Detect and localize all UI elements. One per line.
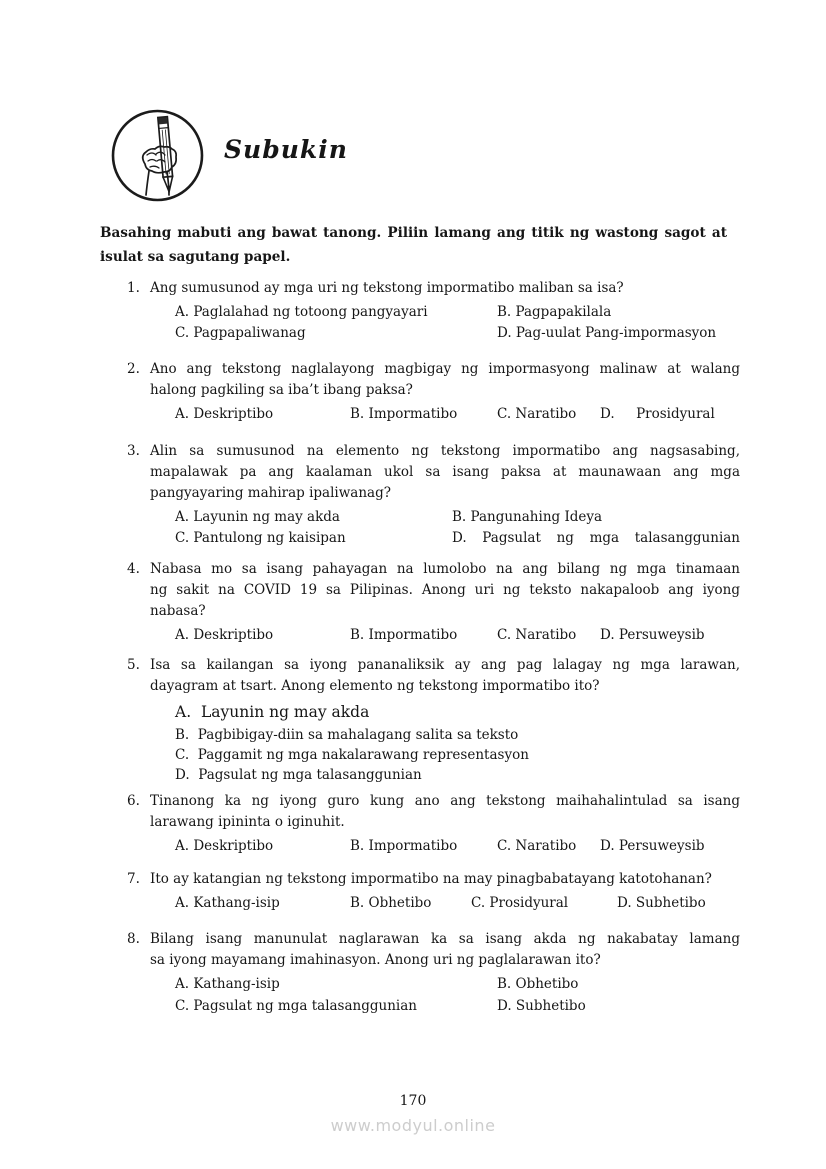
option-a: A. Deskriptibo: [175, 406, 274, 422]
question-3: [127, 441, 740, 549]
option-b: B. Impormatibo: [350, 406, 458, 422]
instructions-line: isulat sa sagutang papel.: [100, 249, 291, 265]
option-a: A. Deskriptibo: [175, 627, 274, 643]
question-number: 3.: [127, 443, 140, 459]
question-1: [127, 278, 740, 344]
hand-pencil-icon: [110, 108, 205, 203]
option-b: B. Obhetibo: [497, 976, 579, 992]
question-text: Tinanong ka ng iyong guro kung ano ang tekstong maihahalintulad sa isang: [150, 793, 740, 809]
option-c: C. Naratibo: [497, 406, 577, 422]
option-d: D. Pagsulat ng mga talasanggunian: [175, 767, 422, 783]
option-b: B. Pagbibigay-diin sa mahalagang salita sa teksto: [175, 727, 519, 743]
option-a: A. Kathang-isip: [175, 895, 280, 911]
option-d: D. Pagsulat ng mga talasanggunian: [452, 530, 740, 546]
question-text: dayagram at tsart. Anong elemento ng tekstong impormatibo ito?: [150, 678, 600, 694]
question-number: 2.: [127, 361, 140, 377]
question-number: 8.: [127, 931, 140, 947]
question-number: 7.: [127, 871, 140, 887]
question-text: pangyayaring mahirap ipaliwanag?: [150, 485, 391, 501]
question-text: nabasa?: [150, 603, 206, 619]
question-text: Ito ay katangian ng tekstong impormatibo na may pinagbabatayang katotohanan?: [150, 871, 712, 887]
option-c: C. Naratibo: [497, 627, 577, 643]
option-d: D. Subhetibo: [497, 998, 586, 1014]
question-text: mapalawak pa ang kaalaman ukol sa isang paksa at maunawaan ang mga: [150, 464, 740, 480]
page-title: Subukin: [224, 135, 348, 164]
option-a: A. Layunin ng may akda: [175, 509, 340, 525]
option-c: C. Pagpapaliwanag: [175, 325, 306, 341]
option-d: D. Prosidyural: [600, 406, 715, 422]
question-text: larawang ipininta o iginuhit.: [150, 814, 345, 830]
question-text: Bilang isang manunulat naglarawan ka sa isang akda ng nakabatay lamang: [150, 931, 740, 947]
question-text: Alin sa sumusunod na elemento ng tekstong impormatibo ang nagsasabing,: [150, 443, 740, 459]
question-text: Isa sa kailangan sa iyong pananaliksik ay ang pag lalagay ng mga larawan,: [150, 657, 740, 673]
option-c: C. Pantulong ng kaisipan: [175, 530, 346, 546]
option-b: B. Pagpapakilala: [497, 304, 612, 320]
option-b: B. Pangunahing Ideya: [452, 509, 603, 525]
question-text: Nabasa mo sa isang pahayagan na lumolobo na ang bilang ng mga tinamaan: [150, 561, 740, 577]
question-text: Ang sumusunod ay mga uri ng tekstong impormatibo maliban sa isa?: [150, 280, 624, 296]
option-d: D. Pag-uulat Pang-impormasyon: [497, 325, 717, 341]
question-text: halong pagkiling sa iba’t ibang paksa?: [150, 382, 413, 398]
option-c: C. Prosidyural: [471, 895, 569, 911]
option-a: A. Deskriptibo: [175, 838, 274, 854]
option-d: D. Persuweysib: [600, 838, 705, 854]
question-number: 5.: [127, 657, 140, 673]
option-c: C. Pagsulat ng mga talasanggunian: [175, 998, 417, 1014]
question-number: 1.: [127, 280, 140, 296]
option-d: D. Subhetibo: [617, 895, 706, 911]
option-a: A. Paglalahad ng totoong pangyayari: [175, 304, 428, 320]
question-number: 4.: [127, 561, 140, 577]
option-c: C. Paggamit ng mga nakalarawang representasyon: [175, 747, 529, 763]
question-text: sa iyong mayamang imahinasyon. Anong uri ng paglalarawan ito?: [150, 952, 601, 968]
question-7: [127, 869, 740, 914]
question-8: [127, 929, 740, 1017]
page-number: 170: [399, 1093, 427, 1109]
question-2: [127, 359, 740, 425]
question-text: ng sakit na COVID 19 sa Pilipinas. Anong uri ng teksto nakapaloob ang iyong: [150, 582, 740, 598]
watermark: www.modyul.online: [330, 1116, 496, 1135]
option-a: A. Layunin ng may akda: [175, 703, 370, 721]
question-number: 6.: [127, 793, 140, 809]
option-b: B. Impormatibo: [350, 627, 458, 643]
option-d: D. Persuweysib: [600, 627, 705, 643]
option-a: A. Kathang-isip: [175, 976, 280, 992]
instructions-line: Basahing mabuti ang bawat tanong. Piliin lamang ang titik ng wastong sagot at: [100, 225, 727, 241]
instructions: [100, 221, 727, 269]
question-4: [127, 559, 740, 646]
question-text: Ano ang tekstong naglalayong magbigay ng impormasyong malinaw at walang: [150, 361, 740, 377]
question-5: [127, 655, 740, 785]
option-c: C. Naratibo: [497, 838, 577, 854]
option-b: B. Impormatibo: [350, 838, 458, 854]
question-6: [127, 791, 740, 857]
option-b: B. Obhetibo: [350, 895, 432, 911]
